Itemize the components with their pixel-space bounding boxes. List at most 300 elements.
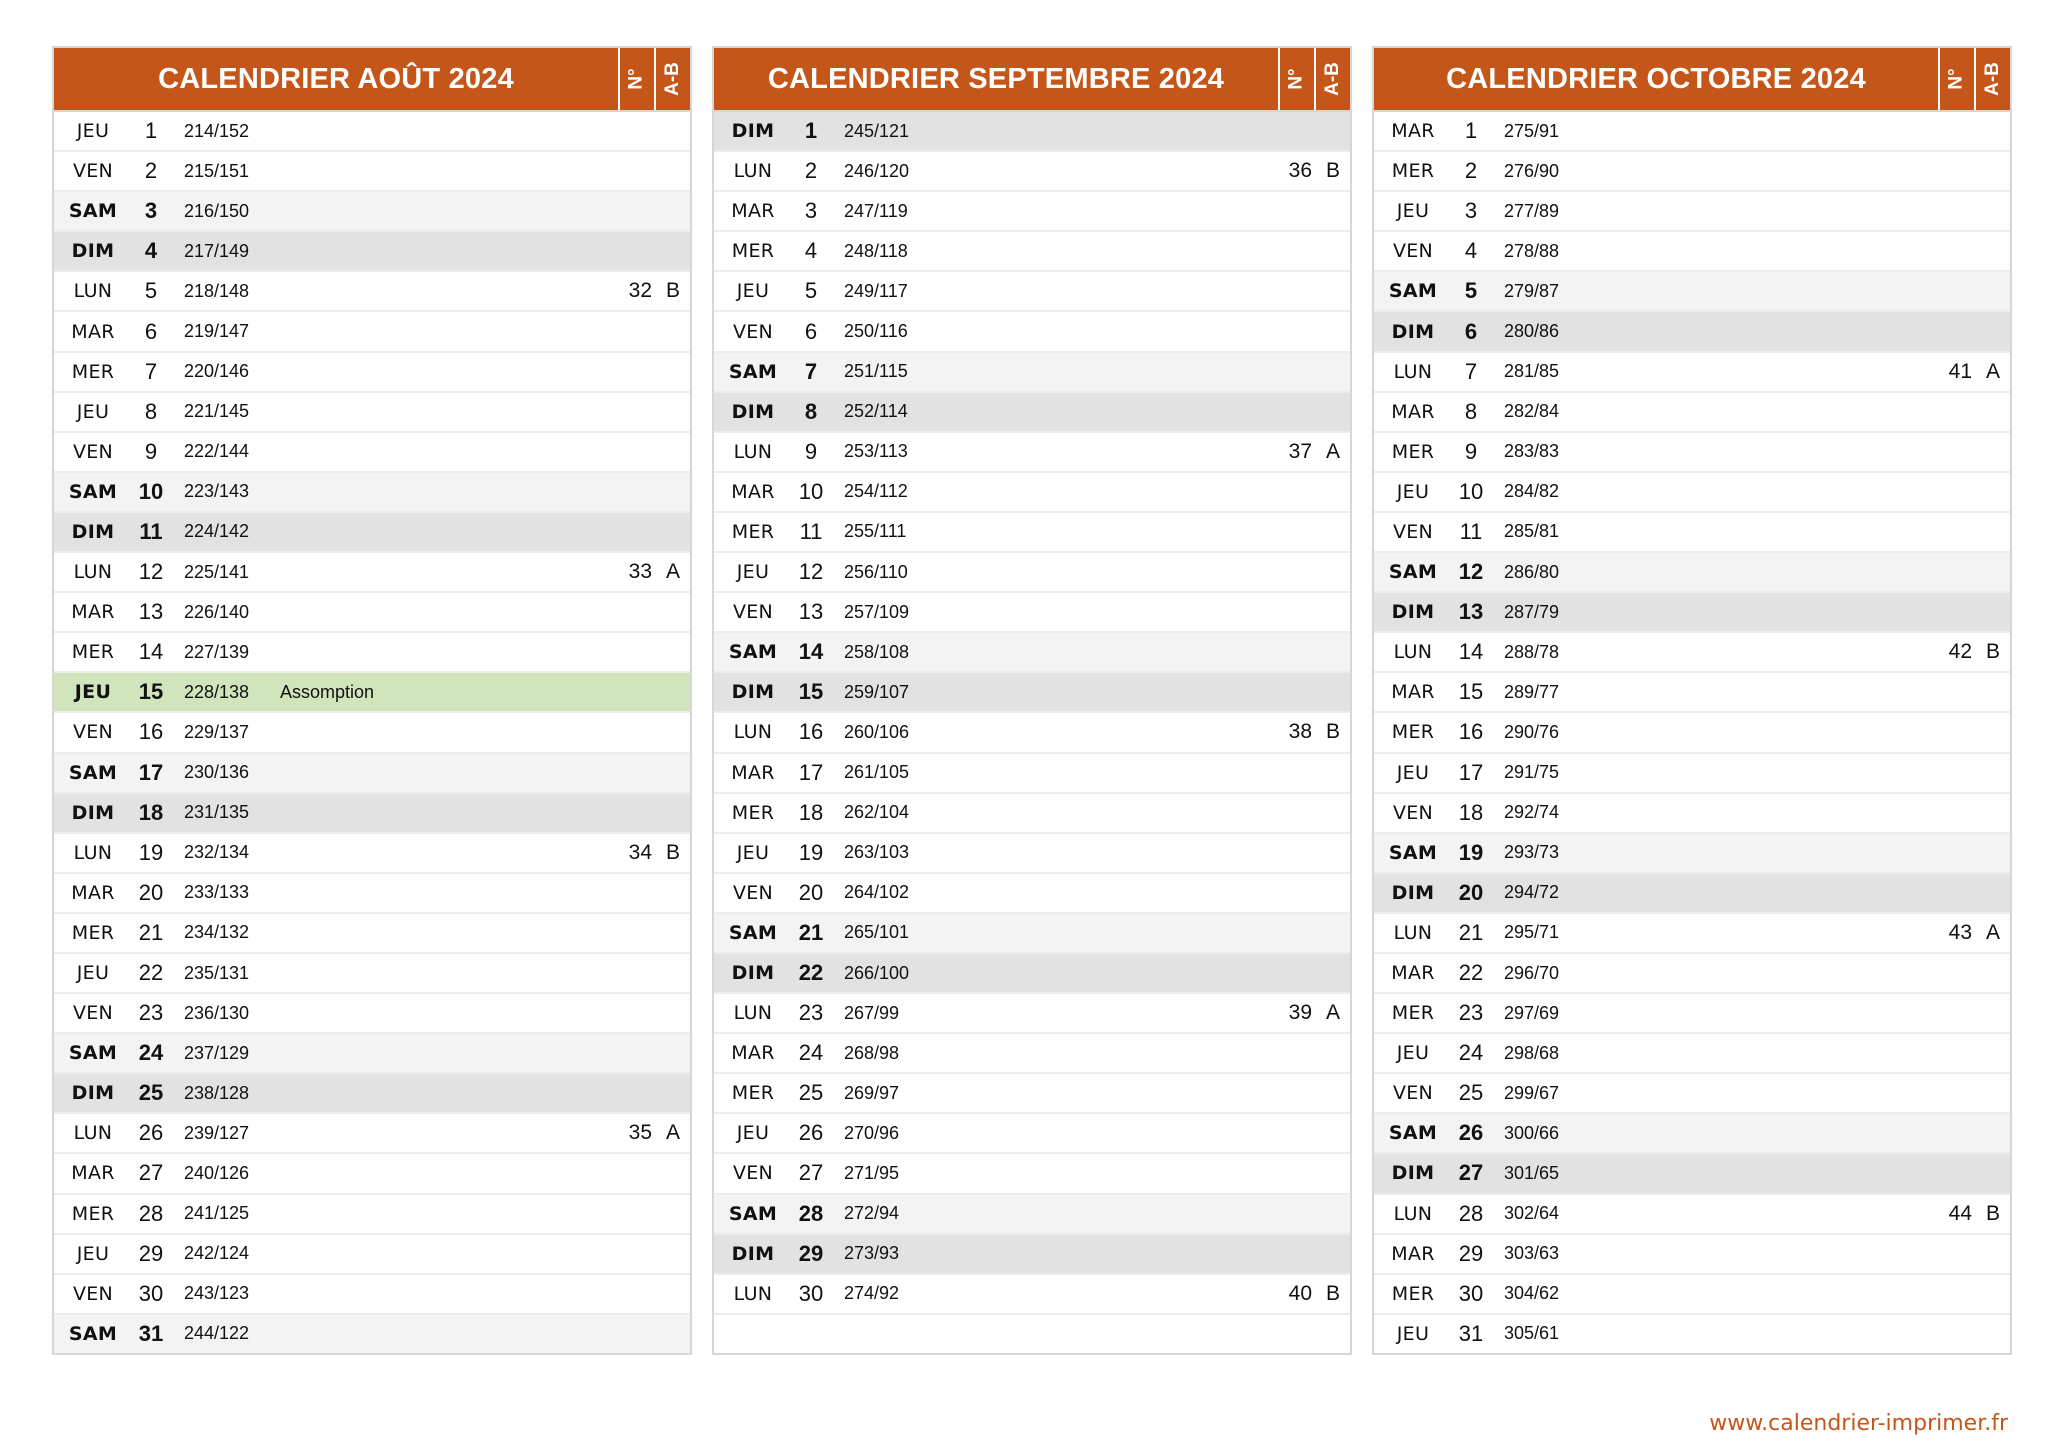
week-number: 38 — [1288, 720, 1312, 744]
day-row — [714, 112, 1350, 152]
day-number: 17 — [138, 759, 164, 785]
day-name: DIM — [731, 962, 775, 985]
calendar-september — [712, 46, 1352, 1355]
day-number: 31 — [1458, 1320, 1484, 1346]
day-row — [714, 754, 1350, 794]
day-name: MAR — [1391, 1242, 1435, 1265]
day-row — [714, 673, 1350, 713]
day-row — [1374, 1195, 2010, 1235]
day-name: DIM — [71, 240, 115, 263]
day-number: 2 — [144, 158, 158, 184]
day-of-year: 271/95 — [844, 1162, 900, 1183]
day-of-year: 254/112 — [844, 481, 908, 502]
day-name: LUN — [73, 841, 113, 864]
day-name: SAM — [728, 921, 778, 944]
day-number: 21 — [1458, 919, 1484, 945]
ab-week: A — [1985, 920, 2000, 944]
day-name: VEN — [1392, 520, 1434, 543]
day-number: 18 — [798, 799, 824, 825]
day-row — [54, 994, 690, 1034]
day-row — [1374, 553, 2010, 593]
day-number: 20 — [798, 879, 824, 905]
ab-week: B — [1325, 1281, 1340, 1305]
day-of-year: 257/109 — [844, 601, 910, 622]
day-name: LUN — [733, 440, 773, 463]
day-of-year: 300/66 — [1504, 1122, 1560, 1143]
day-of-year: 290/76 — [1504, 721, 1560, 742]
day-name: JEU — [76, 962, 110, 985]
day-row — [54, 794, 690, 834]
day-number: 9 — [1464, 438, 1478, 464]
day-of-year: 220/146 — [184, 361, 250, 382]
day-name: MER — [731, 1082, 775, 1105]
day-number: 27 — [798, 1160, 824, 1186]
day-number: 10 — [1458, 478, 1484, 504]
day-row — [714, 232, 1350, 272]
day-name: DIM — [1391, 320, 1435, 343]
day-number: 11 — [799, 518, 823, 544]
day-of-year: 286/80 — [1504, 561, 1560, 582]
day-of-year: 291/75 — [1504, 762, 1560, 783]
day-number: 27 — [1458, 1160, 1484, 1186]
day-row — [714, 1114, 1350, 1154]
day-of-year: 296/70 — [1504, 962, 1560, 983]
day-name: MAR — [1391, 400, 1435, 423]
day-event: Assomption — [280, 681, 375, 702]
day-name: LUN — [1393, 921, 1433, 944]
day-of-year: 305/61 — [1504, 1323, 1560, 1344]
day-name: DIM — [71, 520, 115, 543]
day-name: JEU — [76, 120, 110, 143]
day-of-year: 228/138 — [184, 681, 250, 702]
day-number: 4 — [804, 238, 818, 264]
day-row — [54, 713, 690, 753]
day-row — [1374, 1154, 2010, 1194]
day-row — [714, 593, 1350, 633]
day-row — [1374, 593, 2010, 633]
day-of-year: 236/130 — [184, 1002, 250, 1023]
day-of-year: 239/127 — [184, 1122, 250, 1143]
day-name: JEU — [736, 561, 770, 584]
day-name: MAR — [731, 1042, 775, 1065]
day-number: 8 — [144, 398, 158, 424]
day-row — [714, 192, 1350, 232]
month-header — [714, 48, 1350, 112]
day-number: 28 — [1458, 1200, 1484, 1226]
day-of-year: 294/72 — [1504, 882, 1560, 903]
day-number: 19 — [798, 839, 824, 865]
day-row — [54, 353, 690, 393]
day-of-year: 267/99 — [844, 1002, 900, 1023]
day-name: SAM — [728, 641, 778, 664]
day-row — [1374, 994, 2010, 1034]
month-title: CALENDRIER AOÛT 2024 — [158, 62, 514, 95]
month-title: CALENDRIER OCTOBRE 2024 — [1446, 62, 1866, 95]
day-of-year: 277/89 — [1504, 200, 1560, 221]
day-name: MAR — [1391, 681, 1435, 704]
day-row — [714, 553, 1350, 593]
day-number: 3 — [144, 198, 158, 224]
week-number: 44 — [1948, 1201, 1972, 1225]
day-name: VEN — [1392, 801, 1434, 824]
day-number: 8 — [1464, 398, 1478, 424]
day-row — [54, 272, 690, 312]
day-of-year: 216/150 — [184, 200, 250, 221]
day-number: 25 — [798, 1080, 824, 1106]
calendar-october — [1372, 46, 2012, 1355]
day-number: 31 — [138, 1320, 164, 1346]
day-of-year: 302/64 — [1504, 1203, 1560, 1224]
day-of-year: 268/98 — [844, 1042, 900, 1063]
day-name: MER — [1391, 721, 1435, 744]
day-of-year: 238/128 — [184, 1082, 250, 1103]
week-number-header-label: N° — [1945, 68, 1967, 90]
month-title: CALENDRIER SEPTEMBRE 2024 — [767, 62, 1225, 95]
day-row — [54, 393, 690, 433]
day-of-year: 243/123 — [184, 1283, 250, 1304]
day-of-year: 230/136 — [184, 762, 250, 783]
day-of-year: 272/94 — [844, 1203, 900, 1224]
day-row — [714, 152, 1350, 192]
day-of-year: 293/73 — [1504, 842, 1560, 863]
week-number-header-label: N° — [625, 68, 647, 90]
day-name: MAR — [731, 480, 775, 503]
day-of-year: 233/133 — [184, 882, 250, 903]
day-of-year: 226/140 — [184, 601, 250, 622]
day-of-year: 224/142 — [184, 521, 250, 542]
day-name: SAM — [68, 761, 118, 784]
week-number: 33 — [628, 560, 652, 584]
day-name: MAR — [71, 601, 115, 624]
day-number: 23 — [1458, 1000, 1484, 1026]
day-number: 15 — [1458, 679, 1484, 705]
day-of-year: 263/103 — [844, 842, 910, 863]
day-number: 12 — [138, 559, 164, 585]
day-row — [1374, 393, 2010, 433]
week-number-header-label: N° — [1285, 68, 1307, 90]
day-number: 25 — [1458, 1080, 1484, 1106]
day-row — [54, 1154, 690, 1194]
day-row — [54, 112, 690, 152]
day-of-year: 249/117 — [844, 280, 908, 301]
day-of-year: 250/116 — [844, 321, 908, 342]
day-number: 17 — [798, 759, 824, 785]
day-name: VEN — [72, 1282, 114, 1305]
day-number: 11 — [139, 518, 163, 544]
day-of-year: 273/93 — [844, 1243, 900, 1264]
day-of-year: 279/87 — [1504, 280, 1560, 301]
day-row — [714, 954, 1350, 994]
day-of-year: 247/119 — [844, 200, 908, 221]
day-number: 25 — [138, 1080, 164, 1106]
day-of-year: 264/102 — [844, 882, 910, 903]
day-row — [714, 874, 1350, 914]
day-of-year: 253/113 — [844, 441, 908, 462]
day-of-year: 246/120 — [844, 160, 910, 181]
day-of-year: 241/125 — [184, 1203, 250, 1224]
day-number: 9 — [804, 438, 818, 464]
day-number: 10 — [138, 478, 164, 504]
day-name: MER — [71, 1202, 115, 1225]
day-name: MER — [71, 641, 115, 664]
week-number-header — [618, 48, 654, 110]
day-of-year: 251/115 — [844, 361, 908, 382]
day-number: 5 — [1464, 278, 1478, 304]
day-name: LUN — [733, 721, 773, 744]
day-name: JEU — [1396, 480, 1430, 503]
day-number: 27 — [138, 1160, 164, 1186]
day-number: 22 — [798, 960, 824, 986]
day-of-year: 235/131 — [184, 962, 250, 983]
day-number: 16 — [798, 719, 824, 745]
day-number: 20 — [1458, 879, 1484, 905]
ab-week-header — [654, 48, 690, 110]
day-name: VEN — [72, 1002, 114, 1025]
day-row — [54, 1074, 690, 1114]
month-header — [1374, 48, 2010, 112]
day-number: 18 — [1458, 799, 1484, 825]
day-row — [1374, 874, 2010, 914]
day-row — [714, 1315, 1350, 1353]
day-row — [1374, 513, 2010, 553]
day-row — [54, 1235, 690, 1275]
day-name: JEU — [1396, 200, 1430, 223]
day-name: DIM — [1391, 601, 1435, 624]
day-of-year: 278/88 — [1504, 240, 1560, 261]
day-number: 16 — [1458, 719, 1484, 745]
day-of-year: 223/143 — [184, 481, 250, 502]
day-name: SAM — [68, 480, 118, 503]
day-of-year: 234/132 — [184, 922, 250, 943]
week-number: 34 — [628, 840, 652, 864]
day-name: MER — [1391, 160, 1435, 183]
day-row — [1374, 1074, 2010, 1114]
day-row — [54, 1315, 690, 1353]
day-of-year: 225/141 — [184, 561, 250, 582]
day-name: LUN — [733, 1282, 773, 1305]
day-of-year: 240/126 — [184, 1162, 250, 1183]
day-name: MER — [731, 240, 775, 263]
day-row — [714, 272, 1350, 312]
day-number: 1 — [804, 118, 818, 144]
week-number: 40 — [1288, 1281, 1312, 1305]
day-row — [54, 1114, 690, 1154]
day-name: LUN — [1393, 641, 1433, 664]
day-row — [1374, 272, 2010, 312]
week-number: 42 — [1948, 640, 1972, 664]
day-name: LUN — [73, 280, 113, 303]
day-of-year: 259/107 — [844, 681, 910, 702]
calendar-august — [52, 46, 692, 1355]
day-name: VEN — [732, 320, 774, 343]
day-of-year: 297/69 — [1504, 1002, 1560, 1023]
day-name: DIM — [731, 681, 775, 704]
day-row — [54, 192, 690, 232]
day-number: 19 — [1458, 839, 1484, 865]
day-name: LUN — [1393, 360, 1433, 383]
day-of-year: 261/105 — [844, 762, 910, 783]
day-of-year: 215/151 — [184, 160, 250, 181]
day-name: VEN — [1392, 240, 1434, 263]
day-number: 16 — [138, 719, 164, 745]
day-row — [1374, 192, 2010, 232]
day-of-year: 255/111 — [844, 521, 907, 542]
day-of-year: 248/118 — [844, 240, 908, 261]
day-of-year: 276/90 — [1504, 160, 1560, 181]
day-name: VEN — [72, 440, 114, 463]
day-of-year: 275/91 — [1504, 120, 1560, 141]
day-row — [54, 673, 690, 713]
day-number: 21 — [138, 919, 164, 945]
day-number: 24 — [798, 1040, 824, 1066]
day-name: DIM — [71, 801, 115, 824]
day-name: JEU — [736, 841, 770, 864]
day-row — [1374, 834, 2010, 874]
day-row — [54, 754, 690, 794]
day-of-year: 227/139 — [184, 641, 250, 662]
day-name: LUN — [1393, 1202, 1433, 1225]
day-number: 21 — [798, 919, 824, 945]
day-number: 6 — [804, 318, 818, 344]
day-number: 23 — [138, 1000, 164, 1026]
day-of-year: 244/122 — [184, 1323, 250, 1344]
day-name: JEU — [1396, 761, 1430, 784]
ab-week-header — [1974, 48, 2010, 110]
day-of-year: 287/79 — [1504, 601, 1560, 622]
day-name: MER — [731, 520, 775, 543]
day-of-year: 270/96 — [844, 1122, 900, 1143]
day-name: SAM — [1388, 561, 1438, 584]
day-row — [1374, 1315, 2010, 1353]
day-name: LUN — [73, 1122, 113, 1145]
day-name: DIM — [71, 1082, 115, 1105]
day-of-year: 289/77 — [1504, 681, 1560, 702]
day-row — [714, 914, 1350, 954]
day-of-year: 285/81 — [1504, 521, 1560, 542]
day-row — [54, 312, 690, 352]
day-of-year: 292/74 — [1504, 802, 1560, 823]
footer-url[interactable]: www.calendrier-imprimer.fr — [1709, 1411, 2008, 1436]
day-row — [714, 794, 1350, 834]
day-number: 26 — [1458, 1120, 1484, 1146]
day-name: DIM — [731, 400, 775, 423]
day-name: SAM — [68, 1042, 118, 1065]
day-number: 11 — [1459, 518, 1483, 544]
day-of-year: 288/78 — [1504, 641, 1560, 662]
day-row — [714, 433, 1350, 473]
day-name: LUN — [73, 561, 113, 584]
day-number: 4 — [144, 238, 158, 264]
day-name: MAR — [71, 320, 115, 343]
day-name: MER — [1391, 1282, 1435, 1305]
day-name: LUN — [733, 160, 773, 183]
day-row — [714, 312, 1350, 352]
ab-week: B — [665, 840, 680, 864]
week-number: 39 — [1288, 1001, 1312, 1025]
day-number: 20 — [138, 879, 164, 905]
day-name: DIM — [731, 1242, 775, 1265]
day-number: 8 — [804, 398, 818, 424]
ab-week: B — [1985, 640, 2000, 664]
day-number: 7 — [144, 358, 158, 384]
day-name: SAM — [68, 200, 118, 223]
day-of-year: 299/67 — [1504, 1082, 1560, 1103]
day-name: DIM — [1391, 881, 1435, 904]
ab-week: A — [1325, 1001, 1340, 1025]
day-name: VEN — [732, 601, 774, 624]
day-of-year: 231/135 — [184, 802, 250, 823]
day-row — [714, 393, 1350, 433]
ab-week: A — [1325, 439, 1340, 463]
ab-week: B — [1985, 1201, 2000, 1225]
day-of-year: 219/147 — [184, 321, 250, 342]
day-number: 13 — [1458, 599, 1484, 625]
day-name: SAM — [68, 1322, 118, 1345]
day-row — [1374, 433, 2010, 473]
day-number: 13 — [798, 599, 824, 625]
ab-week-header-label: A-B — [662, 62, 683, 96]
day-name: MAR — [71, 881, 115, 904]
day-row — [714, 1074, 1350, 1114]
day-of-year: 304/62 — [1504, 1283, 1560, 1304]
day-number: 6 — [1464, 318, 1478, 344]
day-of-year: 266/100 — [844, 962, 910, 983]
day-row — [714, 353, 1350, 393]
day-number: 24 — [1458, 1040, 1484, 1066]
day-name: JEU — [736, 280, 770, 303]
day-row — [54, 834, 690, 874]
day-of-year: 295/71 — [1504, 922, 1560, 943]
week-number: 41 — [1948, 359, 1972, 383]
day-number: 14 — [798, 639, 824, 665]
ab-week: A — [1985, 359, 2000, 383]
day-row — [1374, 633, 2010, 673]
day-of-year: 229/137 — [184, 721, 250, 742]
day-name: MER — [1391, 1002, 1435, 1025]
day-number: 2 — [804, 158, 818, 184]
day-row — [714, 1154, 1350, 1194]
day-row — [714, 1235, 1350, 1275]
day-number: 29 — [798, 1240, 824, 1266]
day-row — [54, 513, 690, 553]
week-number: 35 — [628, 1121, 652, 1145]
day-name: MAR — [731, 200, 775, 223]
day-name: VEN — [72, 160, 114, 183]
day-name: SAM — [1388, 841, 1438, 864]
day-number: 12 — [798, 559, 824, 585]
day-name: VEN — [732, 1162, 774, 1185]
day-of-year: 217/149 — [184, 240, 250, 261]
day-number: 19 — [138, 839, 164, 865]
day-number: 29 — [138, 1240, 164, 1266]
day-number: 12 — [1458, 559, 1484, 585]
day-number: 15 — [138, 679, 164, 705]
day-number: 22 — [138, 960, 164, 986]
day-row — [1374, 112, 2010, 152]
day-row — [54, 1275, 690, 1315]
day-row — [54, 593, 690, 633]
day-name: LUN — [733, 1002, 773, 1025]
day-of-year: 282/84 — [1504, 401, 1560, 422]
day-of-year: 237/129 — [184, 1042, 250, 1063]
day-row — [1374, 1114, 2010, 1154]
day-name: JEU — [76, 400, 110, 423]
week-number: 32 — [628, 279, 652, 303]
day-row — [1374, 312, 2010, 352]
day-row — [1374, 914, 2010, 954]
week-number: 36 — [1288, 159, 1312, 183]
ab-week: A — [665, 560, 680, 584]
